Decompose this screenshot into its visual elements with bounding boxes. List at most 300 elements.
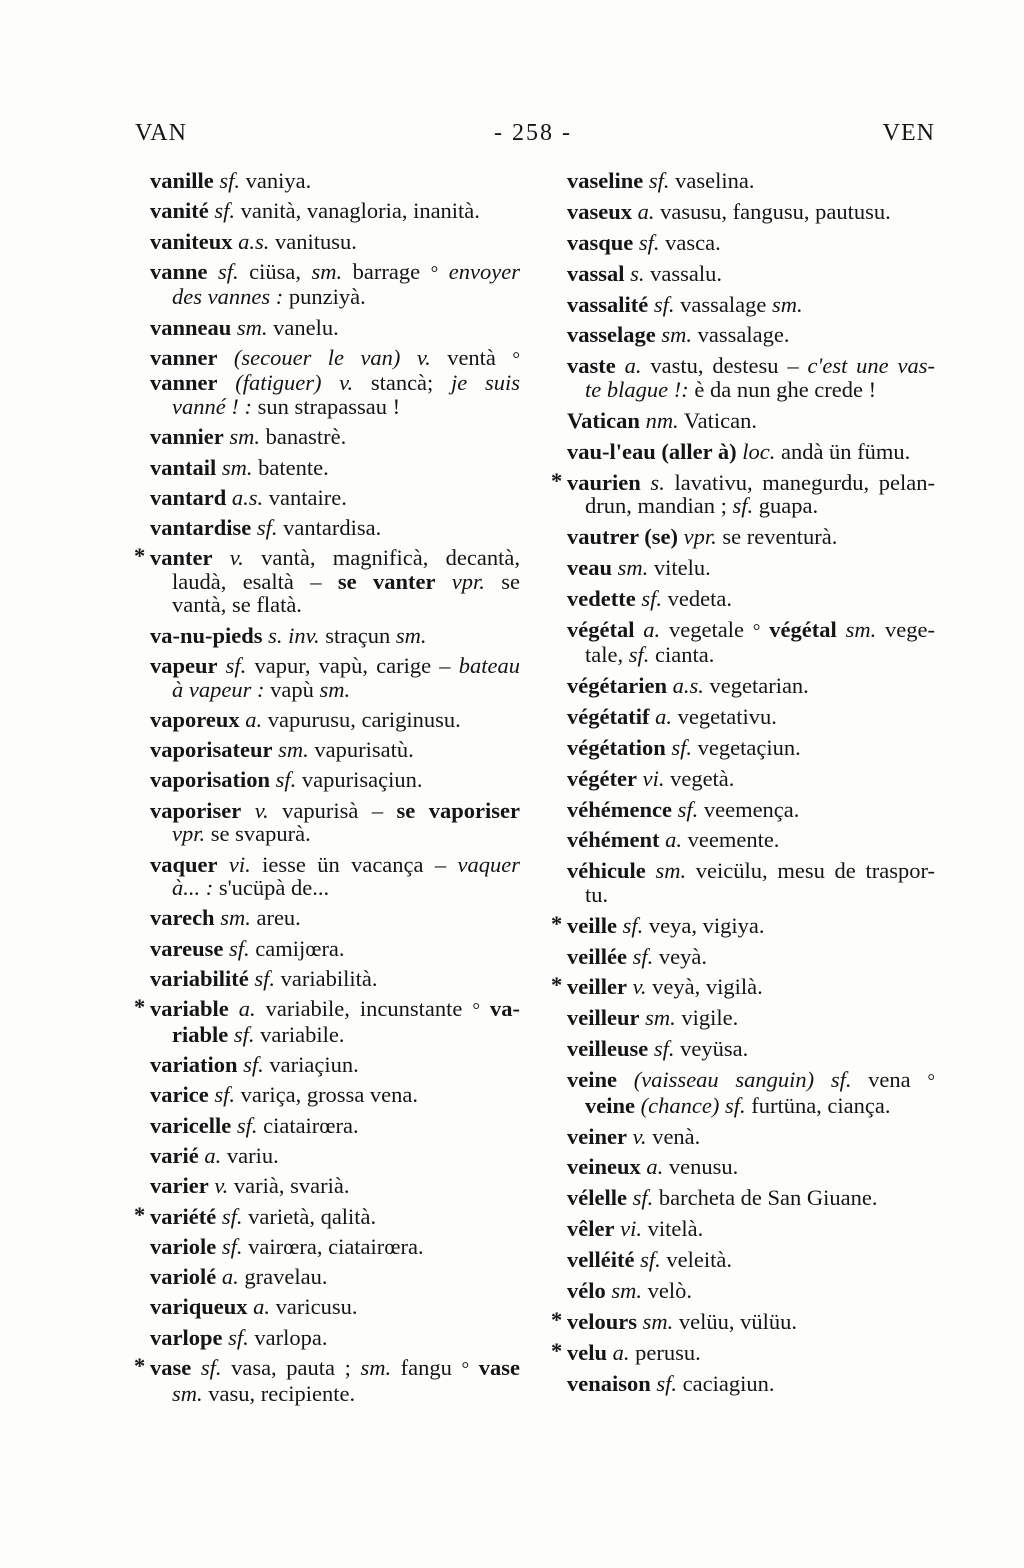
entry-line (567, 914, 935, 938)
italic-text: sm. (836, 616, 877, 642)
entry-line (150, 1023, 520, 1047)
first-guide-word: VAN (135, 120, 187, 146)
headword: végétarien (567, 672, 667, 698)
dictionary-entry (150, 708, 520, 732)
asterisk-mark: * (551, 1306, 563, 1332)
translation-text: veyüsa. (674, 1036, 749, 1062)
dictionary-entry (567, 1279, 935, 1303)
headword: veiller (567, 974, 627, 1000)
translation-text: s'ucüpà de... (213, 875, 330, 901)
dictionary-entry (567, 674, 935, 698)
italic-text: sf. (732, 493, 754, 519)
italic-text: a. (228, 996, 256, 1022)
translation-text: vaniya. (240, 168, 312, 193)
entry-line (567, 1006, 935, 1030)
translation-text: vasca. (659, 229, 721, 255)
headword: variolé (150, 1264, 217, 1290)
italic-text: a. (659, 827, 682, 853)
translation-text: Vatican. (678, 407, 757, 433)
headword: vassal (567, 260, 625, 286)
translation-text: vena (851, 1067, 928, 1093)
translation-text: vigile. (675, 1005, 739, 1031)
dictionary-entry (567, 354, 935, 401)
asterisk-mark: * (551, 1337, 563, 1363)
italic-text: sf. (248, 965, 275, 991)
translation-text: lavativu, manegurdu, pelan- (664, 469, 935, 495)
page-number: - 258 - (494, 120, 572, 146)
translation-text: camijœra. (249, 935, 345, 961)
translation-text: variabile. (254, 1021, 345, 1047)
dictionary-entry (567, 1068, 935, 1117)
translation-text: sun strapassau ! (251, 393, 401, 419)
dictionary-entry (567, 556, 935, 580)
translation-text: vitelà. (641, 1216, 704, 1242)
headword: vanner (150, 370, 218, 396)
entry-line (567, 525, 935, 549)
dictionary-entry (567, 798, 935, 822)
italic-text: sm. (612, 554, 649, 580)
translation-text: iesse ün vacança – (250, 851, 458, 877)
entry-line (567, 1094, 935, 1118)
dictionary-entry (150, 1114, 520, 1138)
asterisk-mark: * (134, 994, 146, 1020)
headword: vedette (567, 585, 636, 611)
dictionary-entry (567, 1372, 935, 1396)
entry-line (150, 1382, 520, 1406)
headword: vanner (150, 344, 218, 370)
headword: velours (567, 1308, 637, 1334)
entry-line (567, 1217, 935, 1241)
headword: varicelle (150, 1112, 232, 1138)
italic-text: vpr. (678, 523, 717, 549)
italic-text: vaquer (457, 851, 520, 877)
entry-line (567, 1068, 935, 1094)
translation-text: vantà, magnificà, decantà, (243, 545, 520, 571)
sub-headword: veine (585, 1092, 635, 1118)
italic-text: sm. (172, 1380, 203, 1406)
italic-text: sf. (648, 291, 675, 317)
translation-text: fangu (391, 1355, 462, 1380)
dictionary-entry (150, 169, 520, 193)
translation-text: varicusu. (270, 1294, 358, 1320)
italic-text: a. (615, 353, 642, 379)
italic-text: sf. (628, 642, 650, 668)
italic-text: a. (198, 1142, 222, 1168)
entries-column-right (551, 168, 936, 1396)
headword: vaste (567, 353, 616, 379)
italic-text: sm. (319, 676, 351, 702)
entry-line (567, 1372, 935, 1396)
translation-text: variabile, incunstante (255, 996, 473, 1022)
translation-text: laudà, esaltà – (172, 568, 338, 594)
headword: veilleuse (567, 1036, 649, 1062)
italic-text: a. (640, 1154, 664, 1180)
headword: vaquer (150, 851, 218, 877)
entry-line (567, 767, 935, 791)
italic-text: sm. (639, 1005, 676, 1031)
translation-text: se svapurà. (205, 821, 311, 847)
italic-text: sf. (626, 1185, 654, 1211)
translation-text: vapurisà – (268, 797, 397, 823)
translation-text: se reventurà. (716, 523, 838, 549)
dictionary-entry (567, 1217, 935, 1241)
headword: vase (150, 1355, 192, 1380)
dictionary-entry (567, 859, 935, 906)
italic-text: te blague !: (585, 376, 689, 402)
headword: veilleur (567, 1005, 640, 1031)
headword: veille (567, 912, 617, 938)
translation-text: batente. (252, 454, 329, 480)
italic-text: vanné ! : (172, 393, 252, 419)
entry-line (150, 199, 520, 223)
last-guide-word: VEN (882, 120, 935, 146)
entry-line (150, 456, 520, 480)
italic-text: sf. (643, 168, 670, 193)
dictionary-entry (551, 1337, 935, 1365)
entry-line (150, 768, 520, 792)
italic-text: sm. (360, 1355, 392, 1380)
translation-text: tu. (585, 881, 609, 907)
sub-headword: vase (469, 1355, 520, 1380)
italic-text: a.s. (226, 484, 264, 510)
dictionary-entry (150, 456, 520, 480)
translation-text: andà ün fümu. (775, 438, 911, 464)
italic-text: sf. (626, 943, 654, 969)
entry-line (150, 853, 520, 877)
entry-line (150, 230, 520, 254)
entry-line (150, 708, 520, 732)
translation-text: caciagiun. (677, 1370, 775, 1396)
dictionary-entry (150, 486, 520, 510)
italic-text: vi. (217, 851, 251, 877)
dictionary-entry (551, 467, 935, 519)
italic-text: a. (239, 706, 263, 732)
italic-text: à vapeur : (172, 676, 265, 702)
headword: venaison (567, 1370, 651, 1396)
headword: végétatif (567, 703, 650, 729)
dictionary-entry (150, 853, 520, 900)
entry-line (150, 546, 520, 570)
entry-line (567, 1155, 935, 1179)
dictionary-entry (150, 1053, 520, 1077)
entry-line (150, 260, 520, 286)
italic-text: s. (640, 469, 665, 495)
entry-line (150, 425, 520, 449)
italic-text: vi. (614, 1216, 642, 1242)
entries-column-left (134, 168, 521, 1406)
entry-line (567, 293, 935, 317)
entry-line (150, 1265, 520, 1289)
dictionary-entry (150, 738, 520, 762)
headword: vanneau (150, 314, 232, 340)
italic-text: (vaisseau sanguin) sf. (617, 1067, 852, 1093)
headword: vélelle (567, 1185, 627, 1211)
italic-text: (chance) sf. (635, 1092, 746, 1118)
translation-text: vasusu, fangusu, pautusu. (654, 198, 891, 224)
entry-line (150, 906, 520, 930)
italic-text: v. (212, 545, 244, 571)
translation-text: veya, vigiya. (643, 912, 765, 938)
entry-line (150, 967, 520, 991)
italic-text: sf. (270, 767, 297, 793)
italic-text: a.s. (666, 672, 704, 698)
headword: vasselage (567, 322, 656, 348)
dictionary-entry (567, 828, 935, 852)
italic-text: à... : (172, 875, 214, 901)
italic-text: sf. (231, 1112, 258, 1138)
headword: vanne (150, 258, 208, 284)
italic-text: sf. (648, 1036, 675, 1062)
entry-line (567, 231, 935, 255)
translation-text: variaçiun. (263, 1052, 359, 1078)
headword: variabilité (150, 965, 249, 991)
dictionary-entry (150, 260, 520, 309)
italic-text: sf. (217, 653, 247, 679)
headword: vanité (150, 198, 209, 224)
translation-text: vairœra, ciatairœra. (242, 1233, 424, 1259)
headword: vaurien (567, 469, 641, 495)
italic-text: sf. (208, 1082, 235, 1108)
entry-line (150, 738, 520, 762)
headword: vannier (150, 424, 224, 450)
translation-text: veyà, vigilà. (646, 974, 763, 1000)
dictionary-entry (551, 1306, 935, 1334)
translation-text: vitelu. (648, 554, 711, 580)
entry-line (150, 937, 520, 961)
headword: vêler (567, 1216, 615, 1242)
translation-text: vassalage. (692, 322, 790, 348)
italic-text: sf. (191, 1355, 222, 1380)
italic-text: v. (626, 974, 647, 1000)
italic-text: sf. (650, 1370, 678, 1396)
headword: véhémence (567, 796, 672, 822)
entry-line (567, 354, 935, 378)
entry-line (150, 1083, 520, 1107)
headword: Vatican (567, 407, 640, 433)
dictionary-entry (567, 409, 935, 433)
dictionary-entry (150, 967, 520, 991)
entry-line (567, 975, 935, 999)
headword: varié (150, 1142, 199, 1168)
translation-text: gravelau. (238, 1264, 328, 1290)
dictionary-entry (150, 799, 520, 846)
dictionary-entry (134, 1353, 520, 1406)
sub-headword: végétal (760, 616, 837, 642)
italic-text: sm. (655, 322, 693, 348)
entry-line (150, 169, 520, 193)
entry-line (567, 736, 935, 760)
headword: vareuse (150, 935, 224, 961)
italic-text: sm. (214, 905, 251, 931)
dictionary-entry (150, 1083, 520, 1107)
italic-text: sf. (216, 1233, 243, 1259)
translation-text: vedeta. (661, 585, 732, 611)
headword: vantail (150, 454, 217, 480)
sub-headword: se vanter (337, 568, 436, 594)
entry-line (567, 643, 935, 667)
headword: variole (150, 1233, 217, 1259)
translation-text: stancà; (353, 370, 452, 396)
italic-text: sf. (237, 1052, 264, 1078)
translation-text: variça, grossa vena. (234, 1082, 419, 1108)
headword: végétal (567, 616, 635, 642)
asterisk-mark: * (551, 972, 563, 998)
italic-text: a. (632, 198, 655, 224)
dictionary-entry (134, 543, 520, 618)
translation-text: guapa. (753, 493, 819, 519)
entry-line (567, 1125, 935, 1149)
italic-text: v. (241, 797, 269, 823)
headword: vasque (567, 229, 634, 255)
italic-text: sm. (216, 454, 253, 480)
entry-line (567, 705, 935, 729)
page-header (135, 119, 935, 147)
translation-text: ciatairœra. (257, 1112, 359, 1138)
italic-text: vi. (636, 765, 665, 791)
translation-text: perusu. (629, 1339, 701, 1365)
translation-text: areu. (250, 905, 301, 931)
headword: varice (150, 1082, 209, 1108)
entry-line (150, 654, 520, 678)
headword: vélo (567, 1278, 606, 1303)
dictionary-entry (567, 293, 935, 317)
translation-text: vegetale (660, 616, 753, 642)
translation-text: vantaire. (263, 484, 347, 510)
dictionary-entry (150, 1235, 520, 1259)
italic-text: s. inv. (262, 622, 320, 648)
italic-text: (secouer le van) v. (217, 344, 431, 370)
dictionary-entry (567, 1037, 935, 1061)
dictionary-entry (150, 624, 520, 648)
dictionary-entry (567, 587, 935, 611)
italic-text: v. (626, 1123, 647, 1149)
entry-line (150, 285, 520, 309)
headword: vautrer (se) (567, 523, 679, 549)
translation-text: vapurisatù. (308, 737, 414, 763)
separator-mark: ° (752, 620, 761, 642)
dictionary-entry (567, 705, 935, 729)
italic-text: a. (634, 616, 661, 642)
headword: véhicule (567, 858, 646, 884)
entry-line (567, 494, 935, 518)
entry-line (150, 346, 520, 372)
headword: veiner (567, 1123, 627, 1149)
italic-text: bateau (458, 653, 520, 679)
translation-text: vantardisa. (277, 515, 382, 541)
italic-text: loc. (736, 438, 776, 464)
entry-line (150, 1326, 520, 1350)
italic-text: sf. (616, 912, 644, 938)
headword: veineux (567, 1154, 641, 1180)
italic-text: sm. (395, 622, 427, 648)
translation-text: ventà (430, 344, 513, 370)
entry-line (150, 876, 520, 900)
translation-text: vapurusu, cariginusu. (262, 706, 461, 732)
dictionary-entry (150, 199, 520, 223)
entry-line (567, 1341, 935, 1365)
headword: vassalité (567, 291, 649, 317)
translation-text: vanità, vanagloria, inanità. (235, 198, 480, 224)
dictionary-entry (150, 1326, 520, 1350)
translation-text: punziyà. (283, 284, 366, 310)
italic-text: v. (208, 1173, 229, 1199)
translation-text: vanitusu. (269, 228, 357, 254)
translation-text: vege- (876, 616, 935, 642)
asterisk-mark: * (134, 543, 146, 569)
dictionary-entry (567, 1155, 935, 1179)
entry-line (150, 1205, 520, 1229)
entry-line (150, 1356, 520, 1382)
italic-text: sm. (645, 858, 687, 884)
translation-text: veicülu, mesu de traspor- (686, 858, 935, 884)
entry-line (567, 169, 935, 193)
italic-text: sf. (633, 229, 660, 255)
dictionary-entry (567, 323, 935, 347)
dictionary-entry (567, 1248, 935, 1272)
dictionary-entry (150, 1174, 520, 1198)
translation-text: venusu. (663, 1154, 739, 1180)
dictionary-entry (567, 1006, 935, 1030)
italic-text: a. (607, 1339, 630, 1365)
translation-text: veyà. (653, 943, 707, 969)
asterisk-mark: * (551, 910, 563, 936)
headword: veillée (567, 943, 627, 969)
entry-line (567, 1279, 935, 1303)
italic-text: a.s. (232, 228, 270, 254)
translation-text: vastu, destesu – (641, 353, 808, 379)
translation-text: varlopa. (248, 1324, 328, 1350)
entry-line (150, 570, 520, 594)
italic-text: vpr. (435, 568, 485, 594)
headword: vaporeux (150, 706, 240, 732)
dictionary-entry (567, 169, 935, 193)
italic-text: sf. (208, 198, 236, 224)
italic-text: nm. (639, 407, 679, 433)
italic-text: sf. (213, 168, 241, 193)
dictionary-entry (567, 440, 935, 464)
separator-mark: ° (927, 1071, 935, 1093)
entry-line (150, 1295, 520, 1319)
headword: variation (150, 1052, 238, 1078)
dictionary-entry (567, 200, 935, 224)
entry-line (567, 440, 935, 464)
headword: vaseline (567, 168, 644, 193)
italic-text: je suis (451, 370, 520, 396)
italic-text: sf. (228, 1021, 255, 1047)
italic-text: des vannes : (172, 284, 284, 310)
translation-text: ciüsa, (238, 258, 312, 284)
dictionary-entry (567, 618, 935, 667)
dictionary-entry (150, 1144, 520, 1168)
translation-text: veleità. (660, 1247, 732, 1273)
entry-line (150, 1053, 520, 1077)
dictionary-entry (150, 230, 520, 254)
translation-text: vapurisaçiun. (296, 767, 423, 793)
entry-line (567, 883, 935, 907)
translation-text: velò. (642, 1278, 693, 1303)
translation-text: barcheta de San Giuane. (653, 1185, 878, 1211)
entry-line (150, 1114, 520, 1138)
italic-text: sm. (605, 1278, 643, 1303)
entry-line (150, 997, 520, 1023)
dictionary-entry (150, 425, 520, 449)
headword: vapeur (150, 653, 218, 679)
italic-text: sf. (635, 585, 662, 611)
italic-text: a. (247, 1294, 271, 1320)
italic-text: a. (649, 703, 672, 729)
translation-text: velüu, vülüu. (673, 1308, 798, 1334)
separator-mark: ° (512, 348, 520, 370)
